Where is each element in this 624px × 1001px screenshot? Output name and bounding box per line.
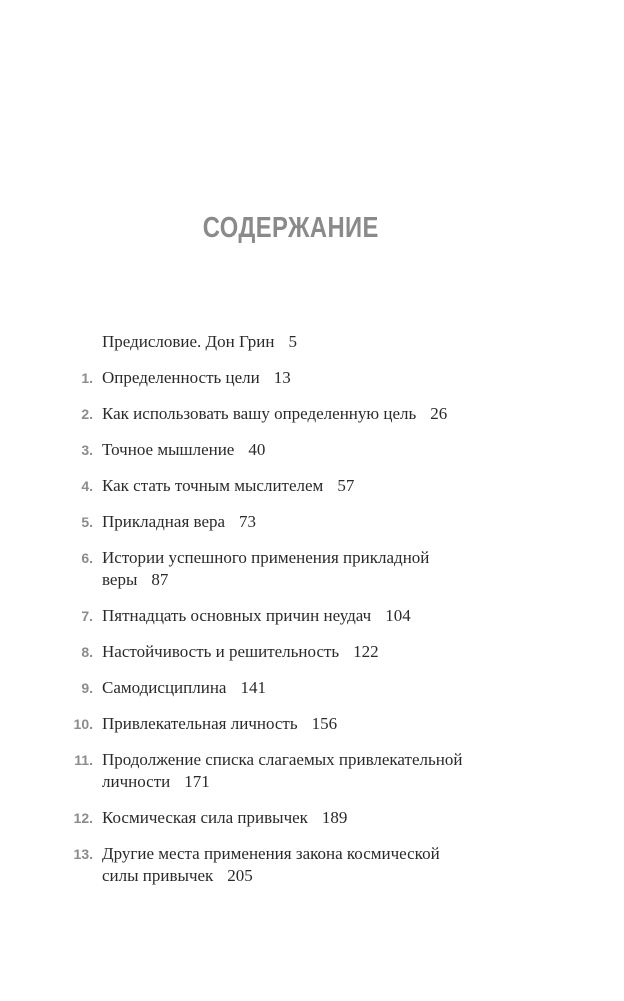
page-number: 104 — [385, 606, 411, 625]
page-number: 205 — [227, 866, 253, 885]
page-number: 87 — [151, 570, 169, 589]
toc-entry[interactable] — [0, 843, 624, 887]
chapter-title-line: Настойчивость и решительность 122 — [102, 642, 379, 661]
page-number: 5 — [288, 332, 297, 351]
page-number: 13 — [273, 368, 291, 387]
toc-entry[interactable] — [0, 547, 624, 591]
toc-entry[interactable] — [0, 807, 624, 829]
page-number: 141 — [240, 678, 266, 697]
chapter-title-line: личности 171 — [102, 772, 210, 791]
chapter-number: 5. — [81, 514, 93, 530]
chapter-number: 10. — [73, 716, 93, 732]
page-number: 26 — [430, 404, 448, 423]
chapter-title-line: Космическая сила привычек 189 — [102, 808, 348, 827]
toc-entry[interactable] — [0, 677, 624, 699]
page-number: 171 — [184, 772, 210, 791]
toc-entry[interactable] — [0, 331, 624, 353]
toc-entry[interactable] — [0, 605, 624, 627]
chapter-title-line: Самодисциплина 141 — [102, 678, 266, 697]
chapter-title-line: силы привычек 205 — [102, 866, 253, 885]
chapter-number: 1. — [81, 370, 93, 386]
chapter-title-line: Как использовать вашу определенную цель 26 — [102, 404, 448, 423]
toc-entry[interactable] — [0, 641, 624, 663]
page-number: 57 — [337, 476, 355, 495]
page-number: 40 — [248, 440, 266, 459]
toc-entry[interactable] — [0, 713, 624, 735]
chapter-number: 2. — [81, 406, 93, 422]
chapter-number: 12. — [73, 810, 93, 826]
chapter-number: 4. — [81, 478, 93, 494]
chapter-number: 9. — [81, 680, 93, 696]
page-number: 122 — [353, 642, 379, 661]
chapter-title-line: Привлекательная личность 156 — [102, 714, 338, 733]
chapter-number: 7. — [81, 608, 93, 624]
toc-entry[interactable] — [0, 475, 624, 497]
page-number: 156 — [311, 714, 338, 733]
toc-entry[interactable] — [0, 439, 624, 461]
chapter-number: 13. — [73, 846, 93, 862]
chapter-title-line: Предисловие. Дон Грин 5 — [102, 332, 297, 351]
chapter-title-line: Как стать точным мыслителем 57 — [102, 476, 355, 495]
chapter-number: 11. — [74, 752, 93, 768]
chapter-title-line: Определенность цели 13 — [102, 368, 291, 387]
chapter-number: 3. — [81, 442, 93, 458]
chapter-title-line: Точное мышление 40 — [102, 440, 266, 459]
chapter-title-line: Продолжение списка слагаемых привлекательной — [102, 750, 463, 769]
page-number: 189 — [321, 808, 348, 827]
chapter-number: 6. — [81, 550, 93, 566]
toc-entry[interactable] — [0, 749, 624, 793]
page-title: СОДЕРЖАНИЕ — [202, 212, 379, 244]
chapter-title-line: Истории успешного применения прикладной — [102, 548, 430, 567]
toc-entry[interactable] — [0, 367, 624, 389]
chapter-title-line: Пятнадцать основных причин неудач 104 — [102, 606, 411, 625]
chapter-number: 8. — [81, 644, 93, 660]
chapter-title-line: веры 87 — [102, 570, 169, 589]
toc-entry[interactable] — [0, 403, 624, 425]
chapter-title-line: Прикладная вера 73 — [102, 512, 257, 531]
page-number: 73 — [239, 512, 257, 531]
table-of-contents — [0, 331, 624, 901]
chapter-title-line: Другие места применения закона космической — [102, 844, 440, 863]
toc-entry[interactable] — [0, 511, 624, 533]
